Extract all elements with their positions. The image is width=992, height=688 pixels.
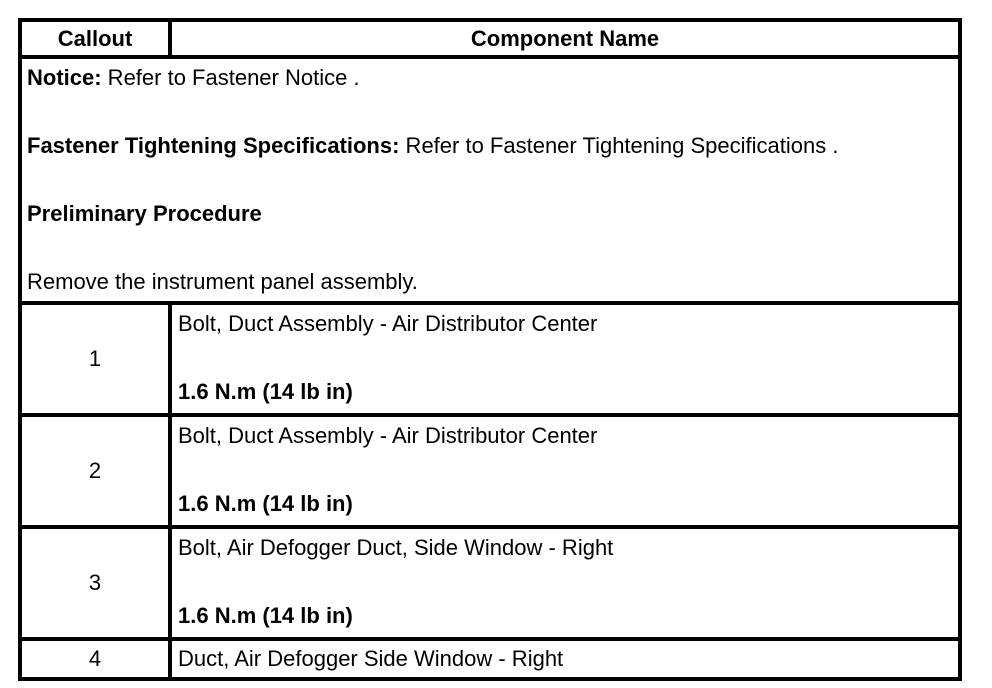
component-name-cell bbox=[170, 415, 960, 527]
header-callout: Callout bbox=[20, 20, 170, 57]
procedure-heading: Preliminary Procedure bbox=[27, 201, 262, 226]
notes-cell bbox=[20, 57, 960, 303]
component-name-cell bbox=[170, 303, 960, 415]
fastener-spec-label: Fastener Tightening Specifications: bbox=[27, 133, 400, 158]
notice-text: Refer to Fastener Notice . bbox=[101, 65, 360, 90]
component-name: Bolt, Air Defogger Duct, Side Window - Right bbox=[178, 535, 614, 560]
torque-spec: 1.6 N.m (14 lb in) bbox=[178, 379, 353, 404]
fastener-spec-line bbox=[27, 129, 952, 163]
torque-spec: 1.6 N.m (14 lb in) bbox=[178, 491, 353, 516]
callout-cell: 4 bbox=[20, 639, 170, 679]
table-row bbox=[20, 527, 960, 639]
component-name-cell bbox=[170, 639, 960, 679]
callout-cell: 3 bbox=[20, 527, 170, 639]
torque-spec: 1.6 N.m (14 lb in) bbox=[178, 603, 353, 628]
component-name: Bolt, Duct Assembly - Air Distributor Center bbox=[178, 311, 598, 336]
notice-line bbox=[27, 61, 952, 95]
component-name-cell bbox=[170, 527, 960, 639]
table-row bbox=[20, 415, 960, 527]
callout-cell: 2 bbox=[20, 415, 170, 527]
notice-label: Notice: bbox=[27, 65, 102, 90]
callout-cell: 1 bbox=[20, 303, 170, 415]
header-component-name: Component Name bbox=[170, 20, 960, 57]
component-name: Duct, Air Defogger Side Window - Right bbox=[178, 646, 564, 671]
fastener-spec-text: Refer to Fastener Tightening Specifications . bbox=[399, 133, 839, 158]
table-row bbox=[20, 639, 960, 679]
component-table bbox=[18, 18, 962, 681]
header-row bbox=[20, 20, 960, 57]
table-row bbox=[20, 303, 960, 415]
component-name: Bolt, Duct Assembly - Air Distributor Center bbox=[178, 423, 598, 448]
notes-row bbox=[20, 57, 960, 303]
procedure-step: Remove the instrument panel assembly. bbox=[27, 269, 418, 294]
